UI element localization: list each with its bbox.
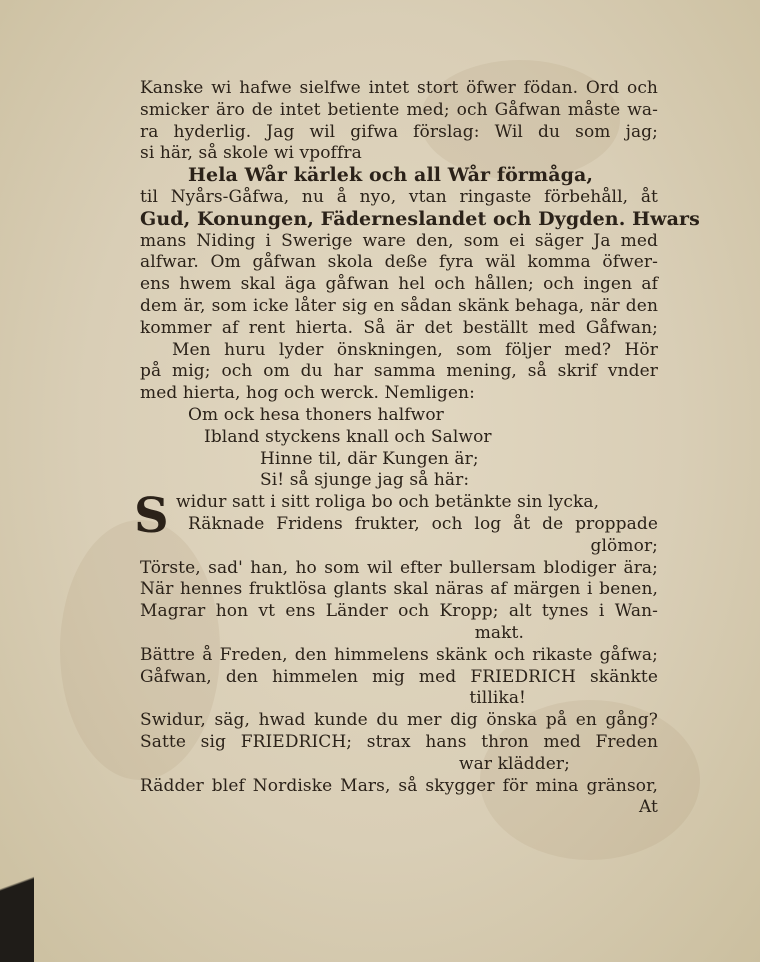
text-line: smicker äro de intet betiente med; och Gåfwan måste wa-	[140, 99, 658, 120]
text-line: Men huru lyder önskningen, som följer med? Hör	[172, 339, 658, 360]
text-line: ens hwem skal äga gåfwan hel och hållen; och ingen af	[140, 274, 658, 295]
text-line: Satte sig FRIEDRICH; strax hans thron med Freden	[140, 731, 658, 752]
text-line: Swidur, säg, hwad kunde du mer dig önska på en gång?	[140, 710, 658, 731]
page-edge-shadow	[0, 852, 34, 962]
text-line-runover: makt.	[474, 622, 524, 643]
text-line: til Nyårs-Gåfwa, nu å nyo, vtan ringaste förbehåll, åt	[140, 186, 658, 207]
text-line: Räknade Fridens frukter, och log åt de proppade	[188, 513, 658, 534]
drop-cap: S	[134, 488, 169, 545]
verse-line: Om ock hesa thoners halfwor	[188, 404, 444, 425]
text-line: Gåfwan, den himmelen mig med FRIEDRICH skänkte	[140, 666, 658, 687]
text-line: Magrar hon vt ens Länder och Kropp; alt tynes i Wan-	[140, 601, 658, 622]
text-line: si här, så skole wi vpoffra	[140, 143, 362, 164]
text-line: alfwar. Om gåfwan skola deße fyra wäl komma öfwer-	[140, 252, 658, 273]
text-line-emphasis: Gud, Konungen, Fäderneslandet och Dygden. Hwars	[140, 207, 700, 230]
text-line-runover: glömor;	[590, 535, 658, 556]
text-line: Rädder blef Nordiske Mars, så skygger för mina gränsor,	[140, 775, 658, 796]
text-line: mans Niding i Swerige ware den, som ei säger Ja med	[140, 230, 658, 251]
text-line: När hennes fruktlösa glants skal näras af märgen i benen,	[140, 579, 658, 600]
verse-line: Si! så sjunge jag så här:	[260, 470, 470, 491]
text-line: Bättre å Freden, den himmelens skänk och rikaste gåfwa;	[140, 644, 658, 665]
text-line: Kanske wi hafwe sielfwe intet stort öfwer födan. Ord och	[140, 78, 658, 98]
text-line: kommer af rent hierta. Så är det beställt med Gåfwan;	[140, 317, 658, 338]
text-line: widur satt i sitt roliga bo och betänkte sin lycka,	[176, 492, 600, 513]
verse-line: Ibland styckens knall och Salwor	[204, 426, 492, 447]
text-line: på mig; och om du har samma mening, så skrif vnder	[140, 361, 658, 382]
text-line: Törste, sad' han, ho som wil efter bullersam blodiger ära;	[140, 557, 658, 578]
text-line: med hierta, hog och werck. Nemligen:	[140, 383, 475, 404]
verse-line: Hinne til, där Kungen är;	[260, 448, 479, 469]
page-text	[134, 78, 700, 819]
text-line-emphasis: Hela Wår kärlek och all Wår förmåga,	[188, 164, 594, 187]
text-line: dem är, som icke låter sig en sådan skänk behaga, när den	[140, 295, 658, 316]
text-line-runover: tillika!	[469, 688, 526, 709]
text-line-runover: war klädder;	[459, 753, 570, 774]
catchword: At	[638, 797, 658, 818]
text-line: ra hyderlig. Jag wil gifwa förslag: Wil du som jag;	[140, 121, 658, 142]
